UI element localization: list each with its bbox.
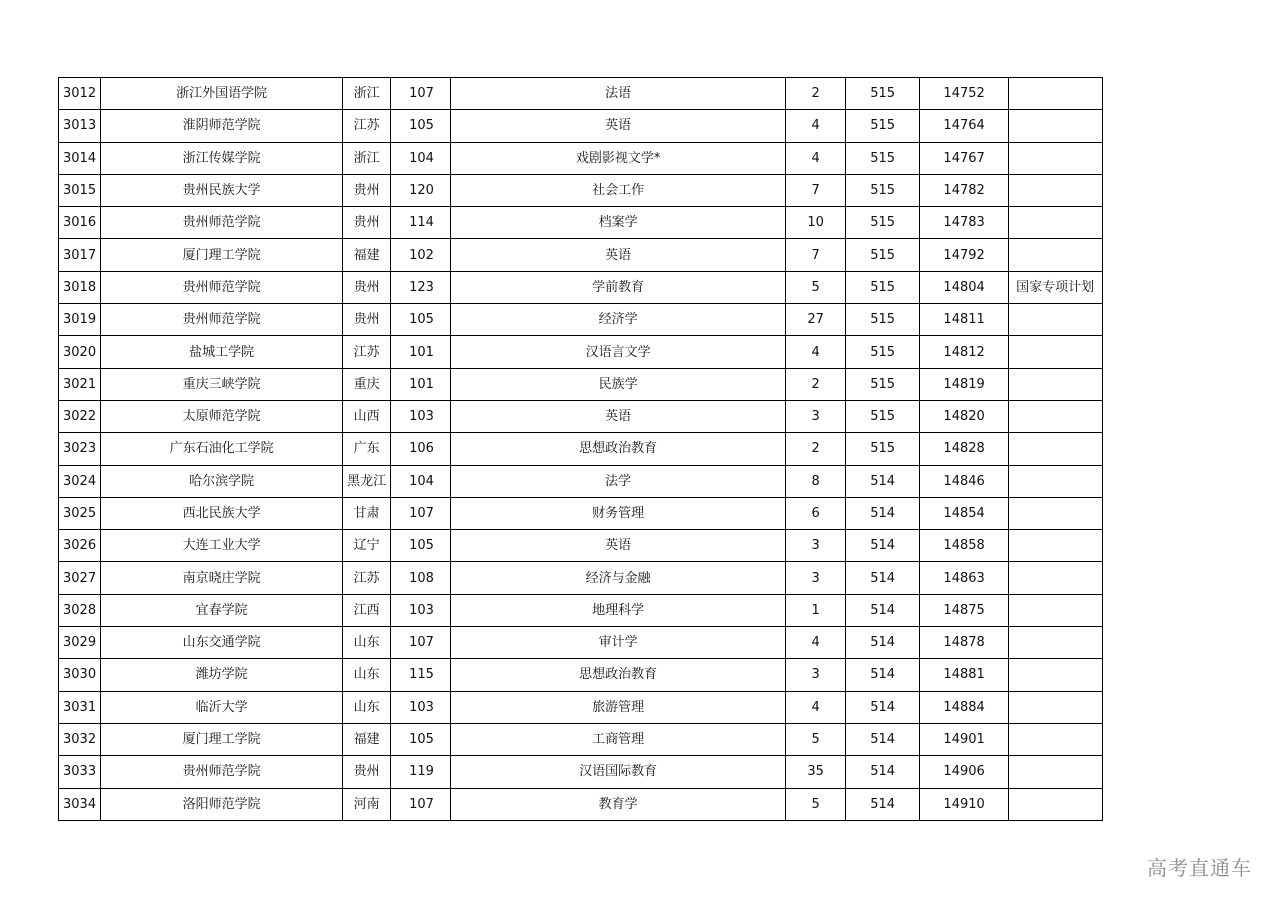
province-cell: 山东 — [343, 659, 391, 691]
position-cell: 14820 — [920, 400, 1009, 432]
note-cell — [1009, 497, 1103, 529]
note-cell — [1009, 756, 1103, 788]
major-code-cell: 101 — [391, 368, 451, 400]
position-cell: 14804 — [920, 271, 1009, 303]
rank-cell: 3033 — [59, 756, 101, 788]
major-cell: 经济学 — [451, 304, 786, 336]
score-cell: 514 — [846, 756, 920, 788]
major-cell: 旅游管理 — [451, 691, 786, 723]
rank-cell: 3022 — [59, 400, 101, 432]
rank-cell: 3026 — [59, 530, 101, 562]
rank-cell: 3016 — [59, 207, 101, 239]
watermark-text: 高考直通车 — [1147, 856, 1252, 880]
plan-count-cell: 5 — [786, 271, 846, 303]
table-row — [59, 271, 1103, 303]
rank-cell: 3030 — [59, 659, 101, 691]
province-cell: 广东 — [343, 433, 391, 465]
province-cell: 贵州 — [343, 207, 391, 239]
table-row — [59, 368, 1103, 400]
major-cell: 学前教育 — [451, 271, 786, 303]
score-cell: 514 — [846, 562, 920, 594]
rank-cell: 3012 — [59, 78, 101, 110]
admission-table — [58, 77, 1103, 821]
major-code-cell: 105 — [391, 110, 451, 142]
province-cell: 福建 — [343, 239, 391, 271]
rank-cell: 3018 — [59, 271, 101, 303]
score-cell: 514 — [846, 530, 920, 562]
score-cell: 515 — [846, 336, 920, 368]
rank-cell: 3025 — [59, 497, 101, 529]
major-cell: 英语 — [451, 239, 786, 271]
note-cell — [1009, 723, 1103, 755]
major-code-cell: 103 — [391, 594, 451, 626]
position-cell: 14878 — [920, 627, 1009, 659]
position-cell: 14863 — [920, 562, 1009, 594]
major-cell: 审计学 — [451, 627, 786, 659]
note-cell — [1009, 659, 1103, 691]
score-cell: 515 — [846, 304, 920, 336]
table-row — [59, 336, 1103, 368]
note-cell — [1009, 594, 1103, 626]
province-cell: 山西 — [343, 400, 391, 432]
plan-count-cell: 4 — [786, 110, 846, 142]
position-cell: 14811 — [920, 304, 1009, 336]
province-cell: 贵州 — [343, 271, 391, 303]
school-cell: 淮阴师范学院 — [101, 110, 343, 142]
score-cell: 514 — [846, 465, 920, 497]
major-code-cell: 102 — [391, 239, 451, 271]
table-row — [59, 659, 1103, 691]
school-cell: 浙江外国语学院 — [101, 78, 343, 110]
table-row — [59, 465, 1103, 497]
province-cell: 辽宁 — [343, 530, 391, 562]
note-cell — [1009, 304, 1103, 336]
position-cell: 14875 — [920, 594, 1009, 626]
rank-cell: 3019 — [59, 304, 101, 336]
plan-count-cell: 1 — [786, 594, 846, 626]
school-cell: 洛阳师范学院 — [101, 788, 343, 820]
major-cell: 法学 — [451, 465, 786, 497]
major-code-cell: 103 — [391, 400, 451, 432]
major-cell: 教育学 — [451, 788, 786, 820]
position-cell: 14910 — [920, 788, 1009, 820]
table-row — [59, 400, 1103, 432]
note-cell — [1009, 627, 1103, 659]
score-cell: 515 — [846, 110, 920, 142]
major-code-cell: 107 — [391, 788, 451, 820]
school-cell: 南京晓庄学院 — [101, 562, 343, 594]
school-cell: 哈尔滨学院 — [101, 465, 343, 497]
major-code-cell: 120 — [391, 174, 451, 206]
table-row — [59, 627, 1103, 659]
position-cell: 14819 — [920, 368, 1009, 400]
table-row — [59, 788, 1103, 820]
school-cell: 贵州民族大学 — [101, 174, 343, 206]
plan-count-cell: 5 — [786, 723, 846, 755]
rank-cell: 3034 — [59, 788, 101, 820]
note-cell — [1009, 207, 1103, 239]
province-cell: 黑龙江 — [343, 465, 391, 497]
major-code-cell: 105 — [391, 530, 451, 562]
score-cell: 515 — [846, 368, 920, 400]
major-cell: 汉语国际教育 — [451, 756, 786, 788]
table-row — [59, 239, 1103, 271]
note-cell — [1009, 368, 1103, 400]
province-cell: 江西 — [343, 594, 391, 626]
score-cell: 515 — [846, 207, 920, 239]
note-cell — [1009, 400, 1103, 432]
position-cell: 14846 — [920, 465, 1009, 497]
rank-cell: 3020 — [59, 336, 101, 368]
plan-count-cell: 4 — [786, 691, 846, 723]
score-cell: 515 — [846, 78, 920, 110]
plan-count-cell: 3 — [786, 659, 846, 691]
province-cell: 河南 — [343, 788, 391, 820]
major-cell: 思想政治教育 — [451, 433, 786, 465]
rank-cell: 3017 — [59, 239, 101, 271]
major-cell: 英语 — [451, 110, 786, 142]
rank-cell: 3014 — [59, 142, 101, 174]
major-code-cell: 107 — [391, 497, 451, 529]
plan-count-cell: 35 — [786, 756, 846, 788]
plan-count-cell: 5 — [786, 788, 846, 820]
note-cell — [1009, 465, 1103, 497]
province-cell: 贵州 — [343, 756, 391, 788]
major-code-cell: 104 — [391, 142, 451, 174]
school-cell: 山东交通学院 — [101, 627, 343, 659]
rank-cell: 3028 — [59, 594, 101, 626]
score-cell: 515 — [846, 239, 920, 271]
major-code-cell: 119 — [391, 756, 451, 788]
table-row — [59, 433, 1103, 465]
position-cell: 14906 — [920, 756, 1009, 788]
major-cell: 财务管理 — [451, 497, 786, 529]
score-cell: 514 — [846, 659, 920, 691]
rank-cell: 3029 — [59, 627, 101, 659]
major-code-cell: 115 — [391, 659, 451, 691]
position-cell: 14854 — [920, 497, 1009, 529]
plan-count-cell: 3 — [786, 562, 846, 594]
major-code-cell: 104 — [391, 465, 451, 497]
school-cell: 厦门理工学院 — [101, 239, 343, 271]
plan-count-cell: 27 — [786, 304, 846, 336]
score-cell: 514 — [846, 723, 920, 755]
note-cell — [1009, 110, 1103, 142]
province-cell: 贵州 — [343, 174, 391, 206]
position-cell: 14792 — [920, 239, 1009, 271]
table-row — [59, 207, 1103, 239]
plan-count-cell: 10 — [786, 207, 846, 239]
plan-count-cell: 2 — [786, 433, 846, 465]
major-cell: 英语 — [451, 400, 786, 432]
score-cell: 515 — [846, 400, 920, 432]
table-row — [59, 304, 1103, 336]
province-cell: 重庆 — [343, 368, 391, 400]
major-code-cell: 101 — [391, 336, 451, 368]
rank-cell: 3021 — [59, 368, 101, 400]
school-cell: 重庆三峡学院 — [101, 368, 343, 400]
score-cell: 515 — [846, 271, 920, 303]
major-code-cell: 107 — [391, 627, 451, 659]
school-cell: 贵州师范学院 — [101, 756, 343, 788]
note-cell — [1009, 142, 1103, 174]
position-cell: 14764 — [920, 110, 1009, 142]
position-cell: 14828 — [920, 433, 1009, 465]
school-cell: 临沂大学 — [101, 691, 343, 723]
table-row — [59, 723, 1103, 755]
note-cell — [1009, 691, 1103, 723]
rank-cell: 3013 — [59, 110, 101, 142]
rank-cell: 3024 — [59, 465, 101, 497]
major-code-cell: 107 — [391, 78, 451, 110]
major-cell: 经济与金融 — [451, 562, 786, 594]
plan-count-cell: 7 — [786, 239, 846, 271]
score-cell: 514 — [846, 627, 920, 659]
note-cell — [1009, 239, 1103, 271]
major-code-cell: 103 — [391, 691, 451, 723]
major-code-cell: 114 — [391, 207, 451, 239]
position-cell: 14752 — [920, 78, 1009, 110]
position-cell: 14767 — [920, 142, 1009, 174]
school-cell: 广东石油化工学院 — [101, 433, 343, 465]
major-cell: 汉语言文学 — [451, 336, 786, 368]
province-cell: 甘肃 — [343, 497, 391, 529]
province-cell: 贵州 — [343, 304, 391, 336]
position-cell: 14881 — [920, 659, 1009, 691]
province-cell: 福建 — [343, 723, 391, 755]
plan-count-cell: 4 — [786, 336, 846, 368]
position-cell: 14901 — [920, 723, 1009, 755]
school-cell: 盐城工学院 — [101, 336, 343, 368]
major-cell: 工商管理 — [451, 723, 786, 755]
province-cell: 山东 — [343, 627, 391, 659]
note-cell — [1009, 433, 1103, 465]
score-cell: 514 — [846, 594, 920, 626]
province-cell: 浙江 — [343, 78, 391, 110]
province-cell: 山东 — [343, 691, 391, 723]
position-cell: 14884 — [920, 691, 1009, 723]
score-cell: 515 — [846, 142, 920, 174]
school-cell: 厦门理工学院 — [101, 723, 343, 755]
major-cell: 英语 — [451, 530, 786, 562]
score-cell: 514 — [846, 788, 920, 820]
score-cell: 514 — [846, 691, 920, 723]
province-cell: 江苏 — [343, 336, 391, 368]
major-cell: 戏剧影视文学* — [451, 142, 786, 174]
rank-cell: 3015 — [59, 174, 101, 206]
school-cell: 潍坊学院 — [101, 659, 343, 691]
school-cell: 大连工业大学 — [101, 530, 343, 562]
plan-count-cell: 4 — [786, 142, 846, 174]
major-cell: 法语 — [451, 78, 786, 110]
major-code-cell: 105 — [391, 304, 451, 336]
province-cell: 浙江 — [343, 142, 391, 174]
table-row — [59, 497, 1103, 529]
table-row — [59, 110, 1103, 142]
table-row — [59, 142, 1103, 174]
major-cell: 民族学 — [451, 368, 786, 400]
position-cell: 14812 — [920, 336, 1009, 368]
table-row — [59, 174, 1103, 206]
plan-count-cell: 4 — [786, 627, 846, 659]
major-cell: 社会工作 — [451, 174, 786, 206]
school-cell: 浙江传媒学院 — [101, 142, 343, 174]
note-cell — [1009, 530, 1103, 562]
province-cell: 江苏 — [343, 110, 391, 142]
position-cell: 14782 — [920, 174, 1009, 206]
plan-count-cell: 3 — [786, 530, 846, 562]
rank-cell: 3023 — [59, 433, 101, 465]
rank-cell: 3032 — [59, 723, 101, 755]
note-cell — [1009, 78, 1103, 110]
position-cell: 14783 — [920, 207, 1009, 239]
score-cell: 515 — [846, 433, 920, 465]
note-cell — [1009, 336, 1103, 368]
score-cell: 515 — [846, 174, 920, 206]
note-cell — [1009, 174, 1103, 206]
rank-cell: 3027 — [59, 562, 101, 594]
major-code-cell: 108 — [391, 562, 451, 594]
table-row — [59, 530, 1103, 562]
major-cell: 地理科学 — [451, 594, 786, 626]
plan-count-cell: 6 — [786, 497, 846, 529]
plan-count-cell: 7 — [786, 174, 846, 206]
rank-cell: 3031 — [59, 691, 101, 723]
table-row — [59, 562, 1103, 594]
province-cell: 江苏 — [343, 562, 391, 594]
major-code-cell: 106 — [391, 433, 451, 465]
major-code-cell: 123 — [391, 271, 451, 303]
note-cell — [1009, 788, 1103, 820]
position-cell: 14858 — [920, 530, 1009, 562]
table-row — [59, 594, 1103, 626]
note-cell — [1009, 562, 1103, 594]
school-cell: 贵州师范学院 — [101, 271, 343, 303]
plan-count-cell: 3 — [786, 400, 846, 432]
major-cell: 档案学 — [451, 207, 786, 239]
major-code-cell: 105 — [391, 723, 451, 755]
table-body — [59, 78, 1103, 821]
note-cell: 国家专项计划 — [1009, 271, 1103, 303]
school-cell: 贵州师范学院 — [101, 207, 343, 239]
table-row — [59, 691, 1103, 723]
score-cell: 514 — [846, 497, 920, 529]
school-cell: 太原师范学院 — [101, 400, 343, 432]
table-row — [59, 78, 1103, 110]
plan-count-cell: 8 — [786, 465, 846, 497]
school-cell: 贵州师范学院 — [101, 304, 343, 336]
major-cell: 思想政治教育 — [451, 659, 786, 691]
school-cell: 宜春学院 — [101, 594, 343, 626]
table-row — [59, 756, 1103, 788]
plan-count-cell: 2 — [786, 78, 846, 110]
plan-count-cell: 2 — [786, 368, 846, 400]
school-cell: 西北民族大学 — [101, 497, 343, 529]
